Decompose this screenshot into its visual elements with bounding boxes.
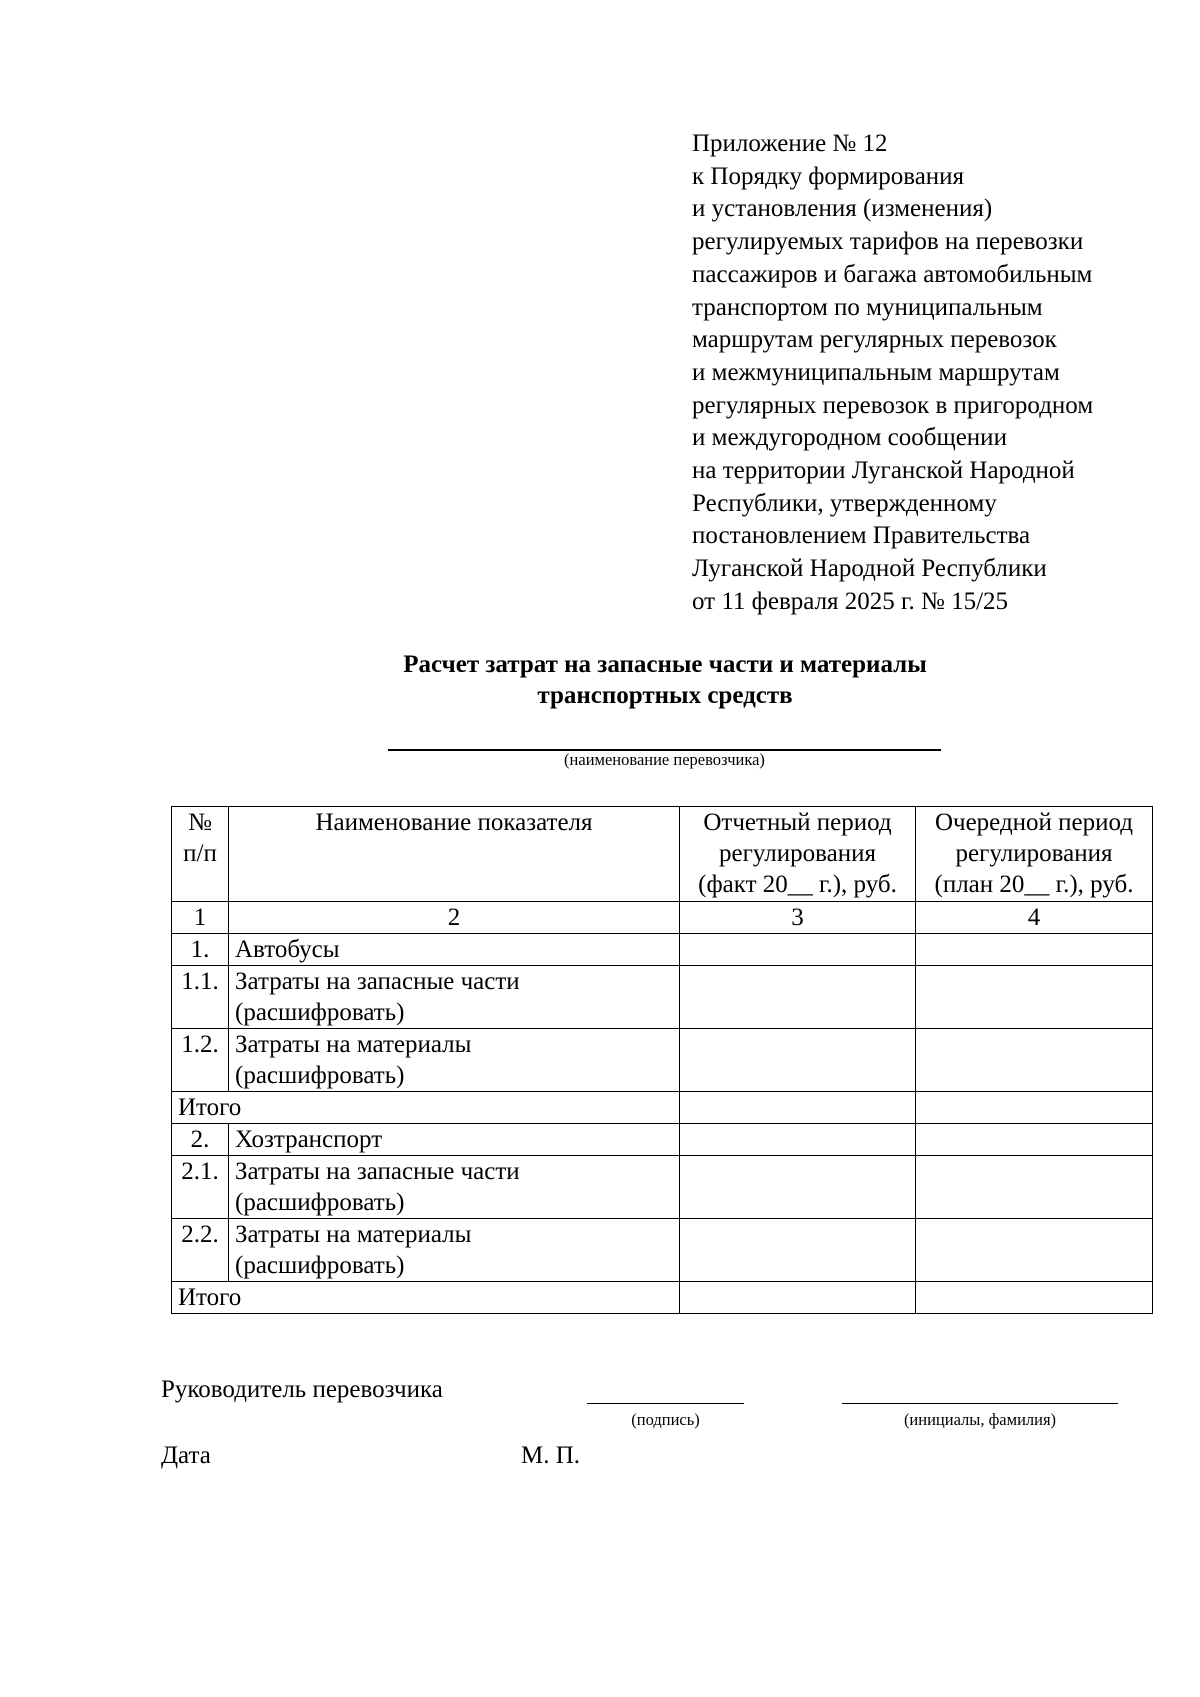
header-number-line: п/п (183, 840, 217, 867)
appendix-line: и установления (изменения) (692, 195, 993, 223)
plan-value-cell[interactable] (916, 1124, 1153, 1156)
row-number: 1.2. (172, 1029, 229, 1092)
reporting-value-cell[interactable] (680, 1092, 916, 1124)
row-name-line: (расшифровать) (235, 1062, 405, 1089)
appendix-line: маршрутам регулярных перевозок (692, 326, 1057, 354)
plan-value-cell[interactable] (916, 1156, 1153, 1219)
appendix-line: и межмуниципальным маршрутам (692, 358, 1060, 386)
appendix-line: к Порядку формирования (692, 162, 965, 190)
row-name-line: Затраты на запасные части (235, 968, 520, 995)
plan-value-cell[interactable] (916, 1219, 1153, 1282)
plan-value-cell[interactable] (916, 1092, 1153, 1124)
header-next-line: Очередной период (934, 809, 1134, 836)
total-row (172, 1092, 1153, 1124)
row-name-line: (расшифровать) (235, 1189, 405, 1216)
appendix-line: Луганской Народной Республики (692, 555, 1047, 583)
plan-value-cell[interactable] (916, 1282, 1153, 1314)
row-number: 1. (172, 934, 229, 966)
row-name-line: Хозтранспорт (235, 1126, 383, 1153)
appendix-line: Приложение № 12 (692, 130, 888, 157)
reporting-value-cell[interactable] (680, 1124, 916, 1156)
row-number: 1.1. (172, 966, 229, 1029)
plan-value-cell[interactable] (916, 1029, 1153, 1092)
row-name-line: Затраты на материалы (235, 1031, 472, 1058)
column-number-row (172, 902, 1153, 934)
column-number: 3 (680, 902, 916, 934)
plan-value-cell[interactable] (916, 934, 1153, 966)
name-line[interactable] (842, 1403, 1118, 1404)
reporting-value-cell[interactable] (680, 1282, 916, 1314)
appendix-line: регулируемых тарифов на перевозки (692, 228, 1084, 256)
row-name-line: Затраты на запасные части (235, 1158, 520, 1185)
table-header-row (172, 807, 1153, 902)
total-row (172, 1282, 1153, 1314)
reporting-value-cell[interactable] (680, 1219, 916, 1282)
header-next-period (916, 807, 1153, 902)
row-name (229, 1156, 680, 1219)
header-next-line: регулирования (955, 840, 1113, 867)
table-row (172, 1219, 1153, 1282)
row-name (229, 966, 680, 1029)
row-name-line: (расшифровать) (235, 999, 405, 1026)
row-name (229, 1124, 680, 1156)
plan-value-cell[interactable] (916, 966, 1153, 1029)
reporting-value-cell[interactable] (680, 1156, 916, 1219)
total-label: Итого (172, 1282, 680, 1314)
header-number-line: № (188, 809, 212, 836)
signature-caption: (подпись) (631, 1410, 700, 1429)
row-name (229, 1029, 680, 1092)
reporting-value-cell[interactable] (680, 1029, 916, 1092)
manager-label: Руководитель перевозчика (161, 1376, 443, 1403)
table-row (172, 966, 1153, 1029)
row-number: 2.1. (172, 1156, 229, 1219)
table-row (172, 1124, 1153, 1156)
appendix-line: транспортом по муниципальным (692, 293, 1043, 321)
row-name-line: Затраты на материалы (235, 1221, 472, 1248)
appendix-line: постановлением Правительства (692, 522, 1031, 550)
table-row (172, 1156, 1153, 1219)
table-row (172, 934, 1153, 966)
row-name-line: Автобусы (235, 936, 340, 963)
appendix-line: на территории Луганской Народной (692, 457, 1075, 485)
appendix-block (692, 128, 1093, 619)
column-number: 4 (916, 902, 1153, 934)
header-reporting-period (680, 807, 916, 902)
column-number: 1 (172, 902, 229, 934)
header-reporting-line: (факт 20__ г.), руб. (698, 871, 897, 898)
appendix-line: и междугородном сообщении (692, 424, 1007, 452)
header-indicator-text: Наименование показателя (315, 809, 593, 836)
table-row (172, 1029, 1153, 1092)
title-line-2: транспортных средств (537, 682, 793, 709)
signature-line[interactable] (587, 1403, 744, 1404)
reporting-value-cell[interactable] (680, 966, 916, 1029)
appendix-line: от 11 февраля 2025 г. № 15/25 (692, 587, 1009, 615)
name-caption: (инициалы, фамилия) (903, 1410, 1057, 1429)
appendix-line: пассажиров и багажа автомобильным (692, 260, 1093, 288)
row-number: 2. (172, 1124, 229, 1156)
appendix-line: Республики, утвержденному (692, 489, 997, 517)
document-title (0, 649, 1200, 711)
date-label: Дата (161, 1442, 211, 1469)
total-label: Итого (172, 1092, 680, 1124)
stamp-label: М. П. (521, 1442, 581, 1469)
row-name-line: (расшифровать) (235, 1252, 405, 1279)
title-line-1: Расчет затрат на запасные части и материалы (403, 651, 927, 678)
carrier-name-caption: (наименование перевозчика) (564, 750, 765, 769)
appendix-line: регулярных перевозок в пригородном (692, 391, 1094, 419)
row-number: 2.2. (172, 1219, 229, 1282)
row-name (229, 1219, 680, 1282)
column-number: 2 (229, 902, 680, 934)
header-number (172, 807, 229, 902)
header-reporting-line: регулирования (719, 840, 876, 867)
header-reporting-line: Отчетный период (703, 809, 892, 836)
reporting-value-cell[interactable] (680, 934, 916, 966)
row-name (229, 934, 680, 966)
header-next-line: (план 20__ г.), руб. (934, 871, 1134, 898)
cost-table (171, 806, 1153, 1314)
header-indicator (229, 807, 680, 902)
